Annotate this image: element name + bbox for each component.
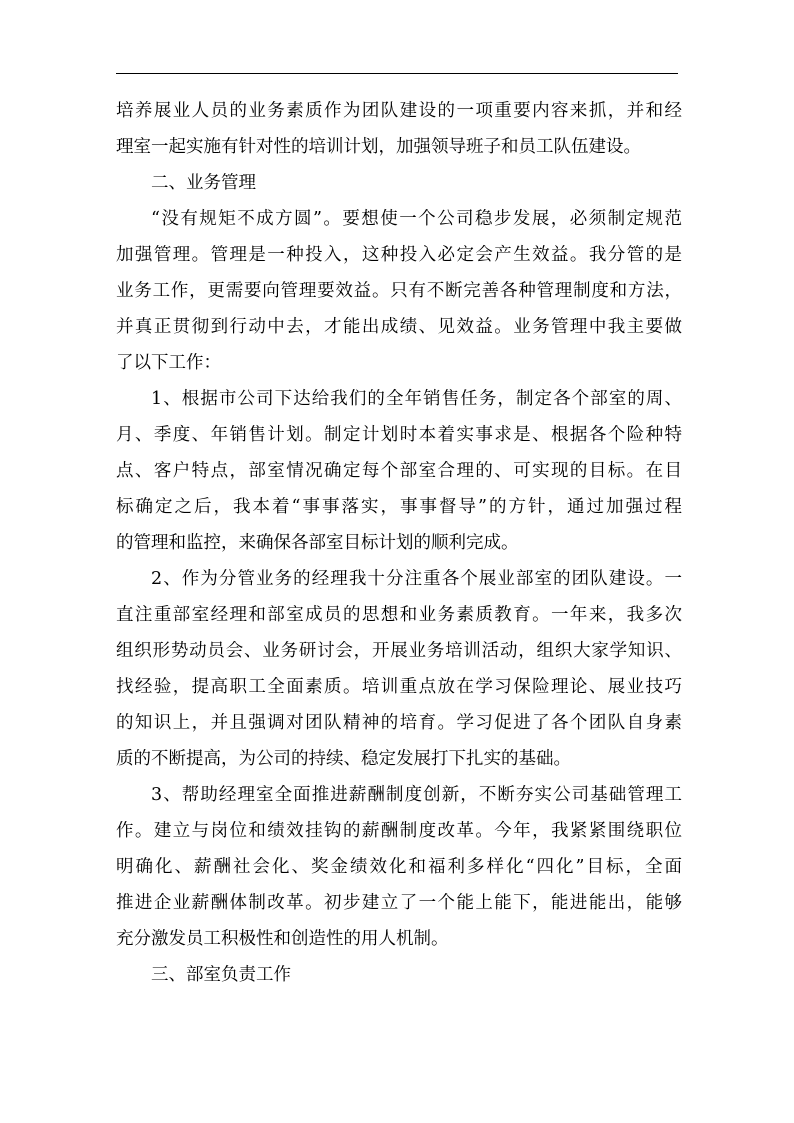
text-line: 推进企业薪酬体制改革。初步建立了一个能上能下，能进能出，能够 <box>116 893 682 913</box>
text-line: 1、根据市公司下达给我们的全年销售任务，制定各个部室的周、 <box>151 389 682 409</box>
text-line: 充分激发员工积极性和创造性的用人机制。 <box>116 929 449 949</box>
text-line: 作。建立与岗位和绩效挂钩的薪酬制度改革。今年，我紧紧围绕职位 <box>116 821 682 841</box>
text-line: 点、客户特点，部室情况确定每个部室合理的、可实现的目标。在目 <box>116 461 682 481</box>
header-rule <box>116 73 678 74</box>
text-line: 的管理和监控，来确保各部室目标计划的顺利完成。 <box>116 533 519 553</box>
text-line: 明确化、薪酬社会化、奖金绩效化和福利多样化“四化”目标，全面 <box>116 857 682 877</box>
body-text <box>116 93 682 993</box>
text-line: 了以下工作： <box>116 353 221 373</box>
text-line: 直注重部室经理和部室成员的思想和业务素质教育。一年来，我多次 <box>116 605 682 625</box>
text-line: 3、帮助经理室全面推进薪酬制度创新，不断夯实公司基础管理工 <box>151 785 682 805</box>
text-line: 找经验，提高职工全面素质。培训重点放在学习保险理论、展业技巧 <box>116 677 682 697</box>
text-line: 二、业务管理 <box>151 173 256 193</box>
text-line: 加强管理。管理是一种投入，这种投入必定会产生效益。我分管的是 <box>116 245 682 265</box>
text-line: 三、部室负责工作 <box>151 965 291 985</box>
text-line: 质的不断提高，为公司的持续、稳定发展打下扎实的基础。 <box>116 749 571 769</box>
text-line: 理室一起实施有针对性的培训计划，加强领导班子和员工队伍建设。 <box>116 137 641 157</box>
text-line: 标确定之后，我本着“事事落实，事事督导”的方针，通过加强过程 <box>116 497 682 517</box>
text-line: 并真正贯彻到行动中去，才能出成绩、见效益。业务管理中我主要做 <box>116 317 682 337</box>
text-line: 组织形势动员会、业务研讨会，开展业务培训活动，组织大家学知识、 <box>116 641 682 661</box>
text-line: 业务工作，更需要向管理要效益。只有不断完善各种管理制度和方法， <box>116 281 682 301</box>
text-line: 2、作为分管业务的经理我十分注重各个展业部室的团队建设。一 <box>151 569 682 589</box>
text-line: 培养展业人员的业务素质作为团队建设的一项重要内容来抓，并和经 <box>116 101 682 121</box>
text-line: 的知识上，并且强调对团队精神的培育。学习促进了各个团队自身素 <box>116 713 682 733</box>
text-line: 月、季度、年销售计划。制定计划时本着实事求是、根据各个险种特 <box>116 425 682 445</box>
text-line: “没有规矩不成方圆”。要想使一个公司稳步发展，必须制定规范 <box>151 209 682 229</box>
